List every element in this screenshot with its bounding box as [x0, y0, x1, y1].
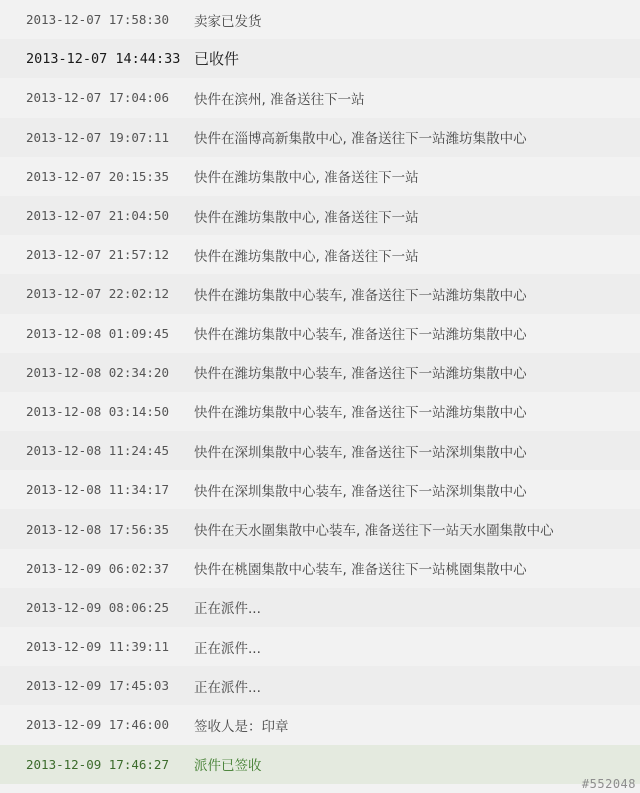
tracking-row — [0, 745, 640, 784]
tracking-row — [0, 0, 640, 39]
tracking-row-time: 2013-12-07 14:44:33 — [26, 50, 181, 67]
tracking-row — [0, 431, 640, 470]
tracking-row-description: 卖家已发货 — [194, 13, 262, 30]
tracking-row-time: 2013-12-09 06:02:37 — [26, 560, 169, 576]
tracking-row-time: 2013-12-07 17:04:06 — [26, 90, 169, 106]
tracking-row-description: 派件已签收 — [194, 758, 262, 775]
tracking-row-description: 快件在潍坊集散中心, 准备送往下一站 — [194, 170, 419, 187]
tracking-row-description: 快件在潍坊集散中心装车, 准备送往下一站潍坊集散中心 — [194, 327, 527, 344]
tracking-row-time: 2013-12-07 21:57:12 — [26, 247, 169, 263]
tracking-row-time: 2013-12-08 02:34:20 — [26, 364, 169, 380]
tracking-row-time: 2013-12-09 11:39:11 — [26, 639, 169, 655]
tracking-row — [0, 196, 640, 235]
tracking-row-description: 快件在潍坊集散中心装车, 准备送往下一站潍坊集散中心 — [194, 405, 527, 422]
tracking-row-time: 2013-12-08 17:56:35 — [26, 521, 169, 537]
tracking-row — [0, 705, 640, 744]
tracking-row-description: 正在派件... — [194, 679, 261, 696]
tracking-row — [0, 118, 640, 157]
tracking-row-time: 2013-12-08 03:14:50 — [26, 403, 169, 419]
tracking-row — [0, 235, 640, 274]
tracking-row-time: 2013-12-08 11:34:17 — [26, 482, 169, 498]
tracking-row-description: 快件在淄博高新集散中心, 准备送往下一站潍坊集散中心 — [194, 131, 527, 148]
tracking-row — [0, 314, 640, 353]
tracking-row-description: 快件在潍坊集散中心装车, 准备送往下一站潍坊集散中心 — [194, 287, 527, 304]
tracking-row — [0, 353, 640, 392]
tracking-row-description: 正在派件... — [194, 601, 261, 618]
tracking-row — [0, 549, 640, 588]
watermark-label: #552048 — [581, 777, 636, 791]
tracking-row-description: 快件在天水圍集散中心装车, 准备送往下一站天水圍集散中心 — [194, 523, 554, 540]
tracking-row-description: 快件在深圳集散中心装车, 准备送往下一站深圳集散中心 — [194, 444, 527, 461]
tracking-row — [0, 588, 640, 627]
tracking-row-time: 2013-12-07 17:58:30 — [26, 12, 169, 28]
tracking-row — [0, 157, 640, 196]
tracking-row-description: 正在派件... — [194, 640, 261, 657]
tracking-row-time: 2013-12-07 19:07:11 — [26, 129, 169, 145]
tracking-row-time: 2013-12-08 11:24:45 — [26, 443, 169, 459]
tracking-row-description: 快件在滨州, 准备送往下一站 — [194, 91, 365, 108]
tracking-row — [0, 39, 640, 78]
tracking-row — [0, 78, 640, 117]
tracking-row — [0, 509, 640, 548]
tracking-row-description: 快件在潍坊集散中心, 准备送往下一站 — [194, 209, 419, 226]
tracking-row-time: 2013-12-08 01:09:45 — [26, 325, 169, 341]
tracking-row — [0, 470, 640, 509]
tracking-row-description: 快件在桃園集散中心装车, 准备送往下一站桃園集散中心 — [194, 562, 527, 579]
tracking-row-time: 2013-12-09 08:06:25 — [26, 599, 169, 615]
tracking-row-description: 快件在深圳集散中心装车, 准备送往下一站深圳集散中心 — [194, 483, 527, 500]
tracking-row-description: 已收件 — [194, 50, 240, 69]
tracking-row-time: 2013-12-09 17:46:00 — [26, 717, 169, 733]
tracking-row — [0, 274, 640, 313]
tracking-row-time: 2013-12-07 22:02:12 — [26, 286, 169, 302]
tracking-row-time: 2013-12-07 21:04:50 — [26, 208, 169, 224]
tracking-row — [0, 627, 640, 666]
tracking-row-time: 2013-12-07 20:15:35 — [26, 168, 169, 184]
tracking-row-time: 2013-12-09 17:45:03 — [26, 678, 169, 694]
tracking-row-time: 2013-12-09 17:46:27 — [26, 756, 169, 772]
tracking-row — [0, 392, 640, 431]
tracking-row-description: 快件在潍坊集散中心, 准备送往下一站 — [194, 248, 419, 265]
tracking-row-description: 签收人是：印章 — [194, 718, 289, 735]
tracking-row-description: 快件在潍坊集散中心装车, 准备送往下一站潍坊集散中心 — [194, 366, 527, 383]
tracking-row — [0, 666, 640, 705]
